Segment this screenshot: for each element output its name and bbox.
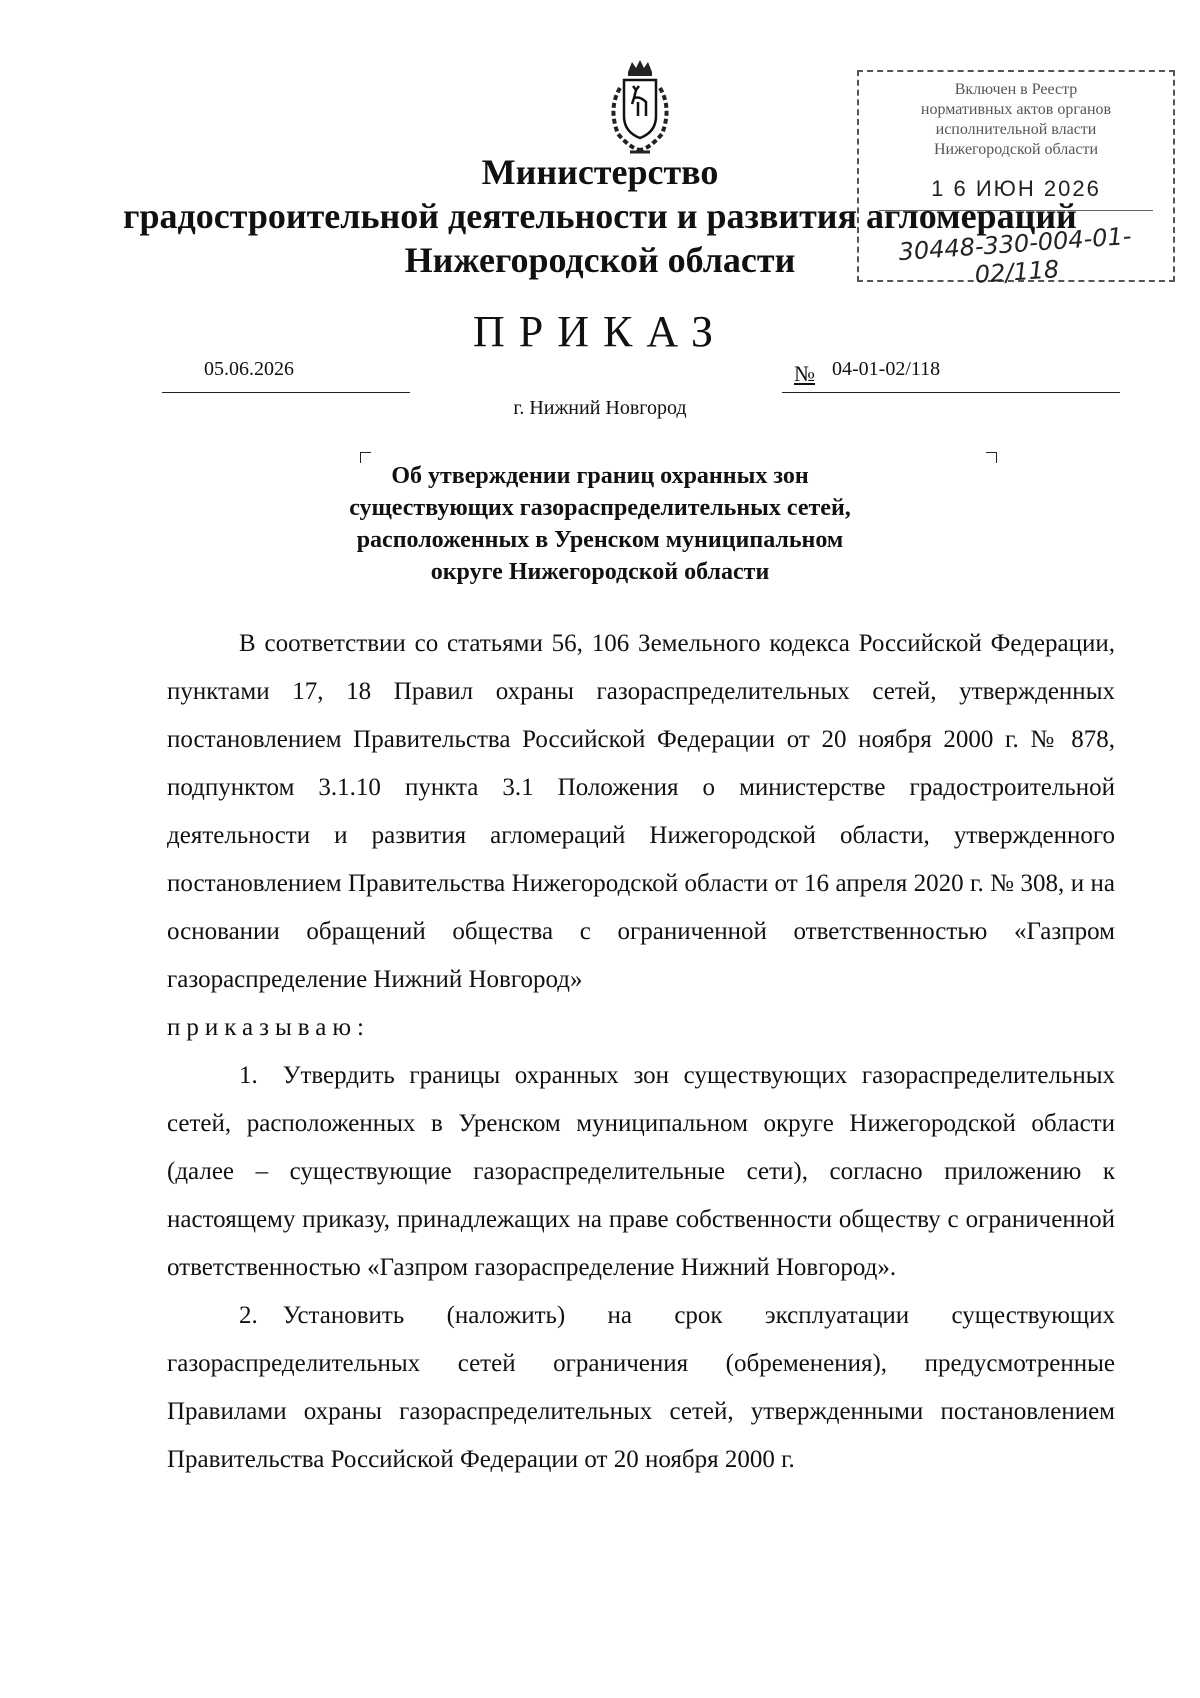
order-city: г. Нижний Новгород xyxy=(513,397,687,419)
order-subject xyxy=(300,460,900,588)
stamp-line-4: Нижегородской области xyxy=(933,141,1098,158)
stamp-line-3: исполнительной власти xyxy=(935,121,1097,138)
subject-line-3: расположенных в Уренском муниципальном xyxy=(356,527,844,553)
registry-stamp xyxy=(857,70,1175,289)
order-number: 04-01-02/118 xyxy=(832,358,941,380)
item-2-paragraph: 2. Установить (наложить) на срок эксплуатации существующих газораспределительных сетей ограничения (обременения), предусмотренные Правилами охраны газораспределительных сетей, утвержденными постановлением Правительства Российской Федерации от 20 ноября 2000 г. xyxy=(167,1302,1115,1473)
directive-text: приказываю: xyxy=(167,1014,370,1041)
stamp-date: 1 6 ИЮН 2026 xyxy=(931,176,1101,201)
order-date: 05.06.2026 xyxy=(204,358,294,380)
subject-line-1: Об утверждении границ охранных зон xyxy=(391,463,809,489)
subject-line-2: существующих газораспределительных сетей, xyxy=(349,495,851,521)
ministry-line-1: Министерство xyxy=(481,152,719,192)
item-1-paragraph: 1. Утвердить границы охранных зон существующих газораспределительных сетей, расположенных в Уренском муниципальном округе Нижегородской области (далее – существующие газораспределительные сети), согласно приложению к настоящему приказу, принадлежащих на праве собственности обществу с ограниченной ответственностью «Газпром газораспределение Нижний Новгород». xyxy=(167,1062,1115,1281)
stamp-divider xyxy=(879,210,1153,211)
preamble-paragraph: В соответствии со статьями 56, 106 Земельного кодекса Российской Федерации, пунктами 17, 18 Правил охраны газораспределительных сетей, утвержденных постановлением Правительства Российской Федерации от 20 ноября 2000 г. № 878, подпунктом 3.1.10 пункта 3.1 Положения о министерстве градостроительной деятельности и развития агломераций Нижегородской области, утвержденного постановлением Правительства Нижегородской области от 16 апреля 2020 г. № 308, и на основании обращений общества с ограниченной ответственностью «Газпром газораспределение Нижний Новгород» xyxy=(167,630,1115,993)
stamp-line-1: Включен в Реестр xyxy=(954,81,1078,98)
number-sign: № xyxy=(794,361,815,386)
ministry-line-2: градостроительной деятельности и развития агломераций xyxy=(123,196,1077,236)
order-title: ПРИКАЗ xyxy=(472,307,728,356)
ministry-line-3: Нижегородской области xyxy=(404,240,796,280)
order-number-field xyxy=(782,358,1120,393)
subject-corner-right xyxy=(986,452,997,463)
stamp-line-2: нормативных актов органов xyxy=(920,101,1112,118)
order-date-field xyxy=(162,358,410,393)
subject-line-4: округе Нижегородской области xyxy=(430,559,770,585)
order-body xyxy=(167,620,1115,1484)
stamp-registration-number: 30448-330-004-01-02/118 xyxy=(897,221,1133,289)
coat-of-arms-icon xyxy=(590,58,690,158)
